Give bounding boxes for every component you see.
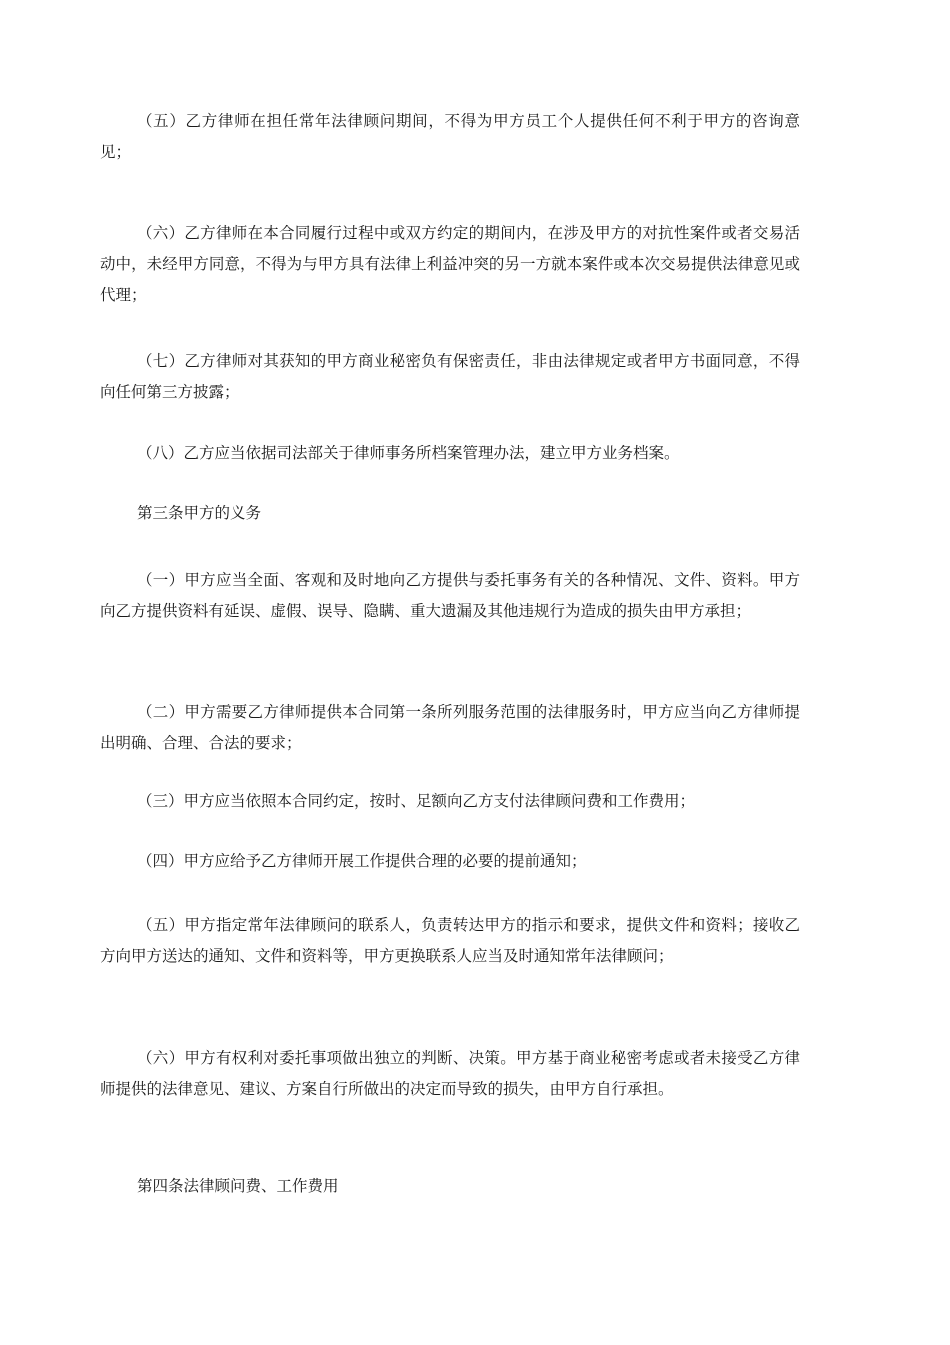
party-a-clause-5: （五）甲方指定常年法律顾问的联系人，负责转达甲方的指示和要求，提供文件和资料；接收乙方向甲方送达的通知、文件和资料等，甲方更换联系人应当及时通知常年法律顾问； <box>100 916 800 965</box>
section-heading-article-4: 第四条法律顾问费、工作费用 <box>137 1177 339 1195</box>
section-heading-article-3: 第三条甲方的义务 <box>137 504 262 522</box>
party-a-clause-3: （三）甲方应当依照本合同约定，按时、足额向乙方支付法律顾问费和工作费用； <box>137 792 696 810</box>
party-a-clause-6: （六）甲方有权利对委托事项做出独立的判断、决策。甲方基于商业秘密考虑或者未接受乙方律师提供的法律意见、建议、方案自行所做出的决定而导致的损失，由甲方自行承担。 <box>100 1049 800 1098</box>
clause-8-business-archive: （八）乙方应当依据司法部关于律师事务所档案管理办法，建立甲方业务档案。 <box>137 444 680 462</box>
party-a-clause-4: （四）甲方应给予乙方律师开展工作提供合理的必要的提前通知； <box>137 852 587 870</box>
party-a-clause-1: （一）甲方应当全面、客观和及时地向乙方提供与委托事务有关的各种情况、文件、资料。甲方向乙方提供资料有延误、虚假、误导、隐瞒、重大遗漏及其他违规行为造成的损失由甲方承担； <box>100 571 800 620</box>
party-a-clause-2: （二）甲方需要乙方律师提供本合同第一条所列服务范围的法律服务时，甲方应当向乙方律师提出明确、合理、合法的要求； <box>100 703 800 752</box>
clause-5-lawyer-no-adverse-advice: （五）乙方律师在担任常年法律顾问期间，不得为甲方员工个人提供任何不利于甲方的咨询意见； <box>100 112 800 161</box>
clause-6-conflict-of-interest: （六）乙方律师在本合同履行过程中或双方约定的期间内，在涉及甲方的对抗性案件或者交易活动中，未经甲方同意，不得为与甲方具有法律上利益冲突的另一方就本案件或本次交易提供法律意见或代理； <box>100 224 800 304</box>
clause-7-confidentiality: （七）乙方律师对其获知的甲方商业秘密负有保密责任，非由法律规定或者甲方书面同意，不得向任何第三方披露； <box>100 352 800 401</box>
